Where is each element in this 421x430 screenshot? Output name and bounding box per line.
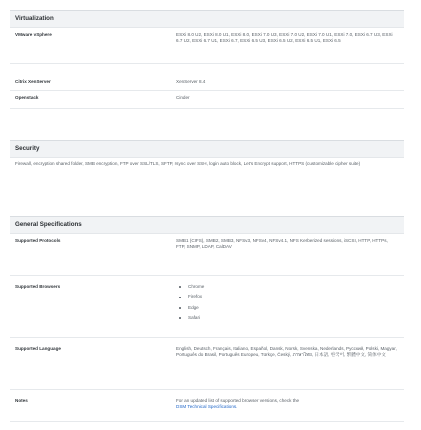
citrix-label: Citrix XenServer <box>15 79 51 84</box>
row-supported-protocols <box>10 234 404 276</box>
citrix-value: XenServer 8.4 <box>176 79 206 84</box>
vmware-label: VMware vSphere <box>15 32 52 37</box>
notes-text: For an updated list of supported browser versions, check the <box>176 398 300 403</box>
protocols-value: SMB1 (CIFS), SMB2, SMB3, NFSv3, NFSv4, NFSv4.1, NFS Kerberized sessions, iSCSI, HTTP, HTTPs, FTP, SNMP, LDAP, CalDAV <box>176 238 388 250</box>
browsers-label: Supported Browsers <box>15 284 61 289</box>
row-openstack <box>10 91 404 109</box>
protocols-label: Supported Protocols <box>15 238 61 243</box>
notes-value <box>176 398 398 411</box>
row-supported-language <box>10 342 404 390</box>
virtualization-header <box>10 10 404 28</box>
openstack-label: Openstack <box>15 95 39 100</box>
security-text: Firewall, encryption shared folder, SMB encryption, FTP over SSL/TLS, SFTP, rsync over SSH, login auto block, Let's Encrypt support, HTTPS (customizable cipher suite) <box>15 161 361 166</box>
security-header <box>10 140 404 158</box>
general-header <box>10 216 404 234</box>
browser-item-firefox: Firefox <box>176 294 398 304</box>
browser-item-edge: Edge <box>176 305 398 315</box>
row-supported-browsers <box>10 280 404 338</box>
vmware-value: ESXi 8.0 U2, ESXi 8.0 U1, ESXi 8.0, ESXi 7.0 U3, ESXi 7.0 U2, ESXi 7.0 U1, ESXi 7.0, ESXi 6.7 U3, ESXi 6.7 U2, ESXi 6.7 U1, ESXi 6.7, ESXi 6.5 U3, ESXi 6.5 U2, ESXi 6.5 U1, ESXi 6.5 <box>176 32 393 44</box>
language-label: Supported Language <box>15 346 61 351</box>
browser-item-safari: Safari <box>176 315 398 325</box>
browser-list <box>176 284 398 325</box>
security-heading: Security <box>15 145 40 152</box>
general-heading: General Specifications <box>15 221 82 228</box>
openstack-value: Cinder <box>176 95 190 100</box>
row-notes <box>10 394 404 422</box>
language-value: English, Deutsch, Français, Italiano, Español, Dansk, Norsk, Svenska, Nederlands, Русский, Polski, Magyar, Português do Brasil, Português Europeu, Türkçe, Český, ภาษาไทย, 日本語, 한국어, 繁體中文, 简体中文 <box>176 346 397 358</box>
row-citrix-xenserver <box>10 75 404 91</box>
row-vmware-vsphere <box>10 28 404 64</box>
notes-label: Notes <box>15 398 28 403</box>
browsers-value <box>176 284 398 325</box>
dsm-technical-specifications-link[interactable]: DSM Technical Specifications. <box>176 404 238 410</box>
virtualization-heading: Virtualization <box>15 15 54 22</box>
browser-item-chrome: Chrome <box>176 284 398 294</box>
